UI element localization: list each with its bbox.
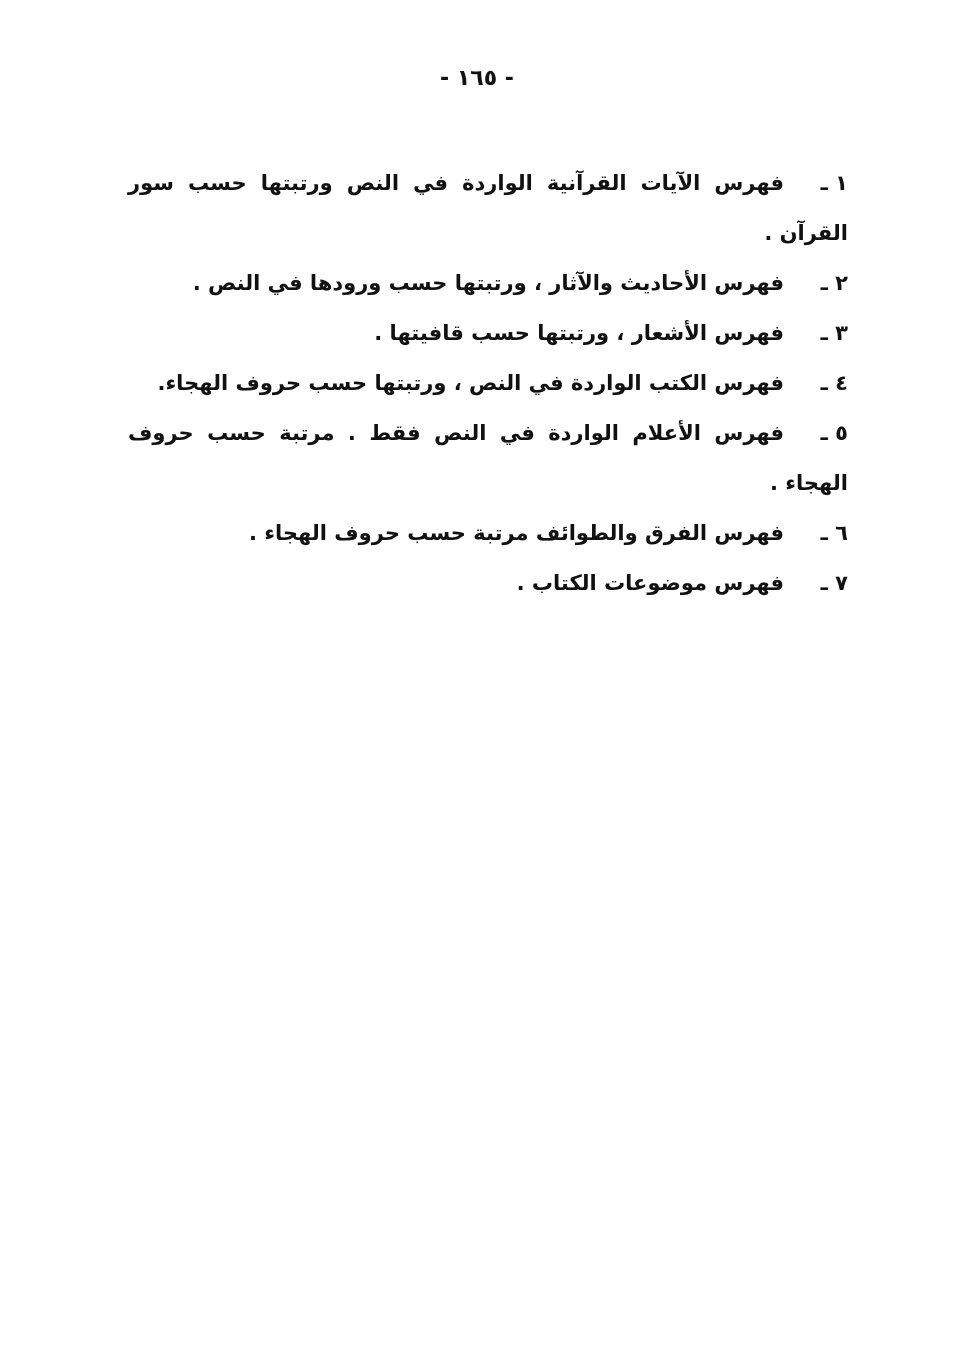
index-list	[128, 158, 848, 608]
item-text: فهرس الفرق والطوائف مرتبة حسب حروف الهجاء .	[248, 521, 784, 545]
item-number: ١ ـ	[820, 171, 848, 195]
item-text: فهرس الكتب الواردة في النص ، ورتبتها حسب حروف الهجاء.	[157, 371, 784, 395]
item-text: فهرس الأعلام الواردة في النص فقط . مرتبة حسب حروف الهجاء .	[128, 421, 848, 495]
item-number: ٥ ـ	[820, 421, 848, 445]
item-number: ٦ ـ	[820, 521, 848, 545]
item-number: ٧ ـ	[820, 571, 848, 595]
item-text: فهرس الأشعار ، ورتبتها حسب قافيتها .	[374, 321, 784, 345]
item-number: ٣ ـ	[820, 321, 848, 345]
list-item	[128, 408, 848, 508]
item-text: فهرس موضوعات الكتاب .	[516, 571, 784, 595]
page-number: - ١٦٥ -	[440, 66, 514, 91]
list-item	[128, 308, 848, 358]
item-number: ٢ ـ	[820, 271, 848, 295]
list-item	[128, 358, 848, 408]
item-number: ٤ ـ	[820, 371, 848, 395]
item-text: فهرس الأحاديث والآثار ، ورتبتها حسب ورودها في النص .	[192, 271, 784, 295]
list-item	[128, 508, 848, 558]
list-item	[128, 258, 848, 308]
list-item	[128, 158, 848, 258]
list-item	[128, 558, 848, 608]
item-text: فهرس الآيات القرآنية الواردة في النص ورتبتها حسب سور القرآن .	[128, 171, 848, 245]
